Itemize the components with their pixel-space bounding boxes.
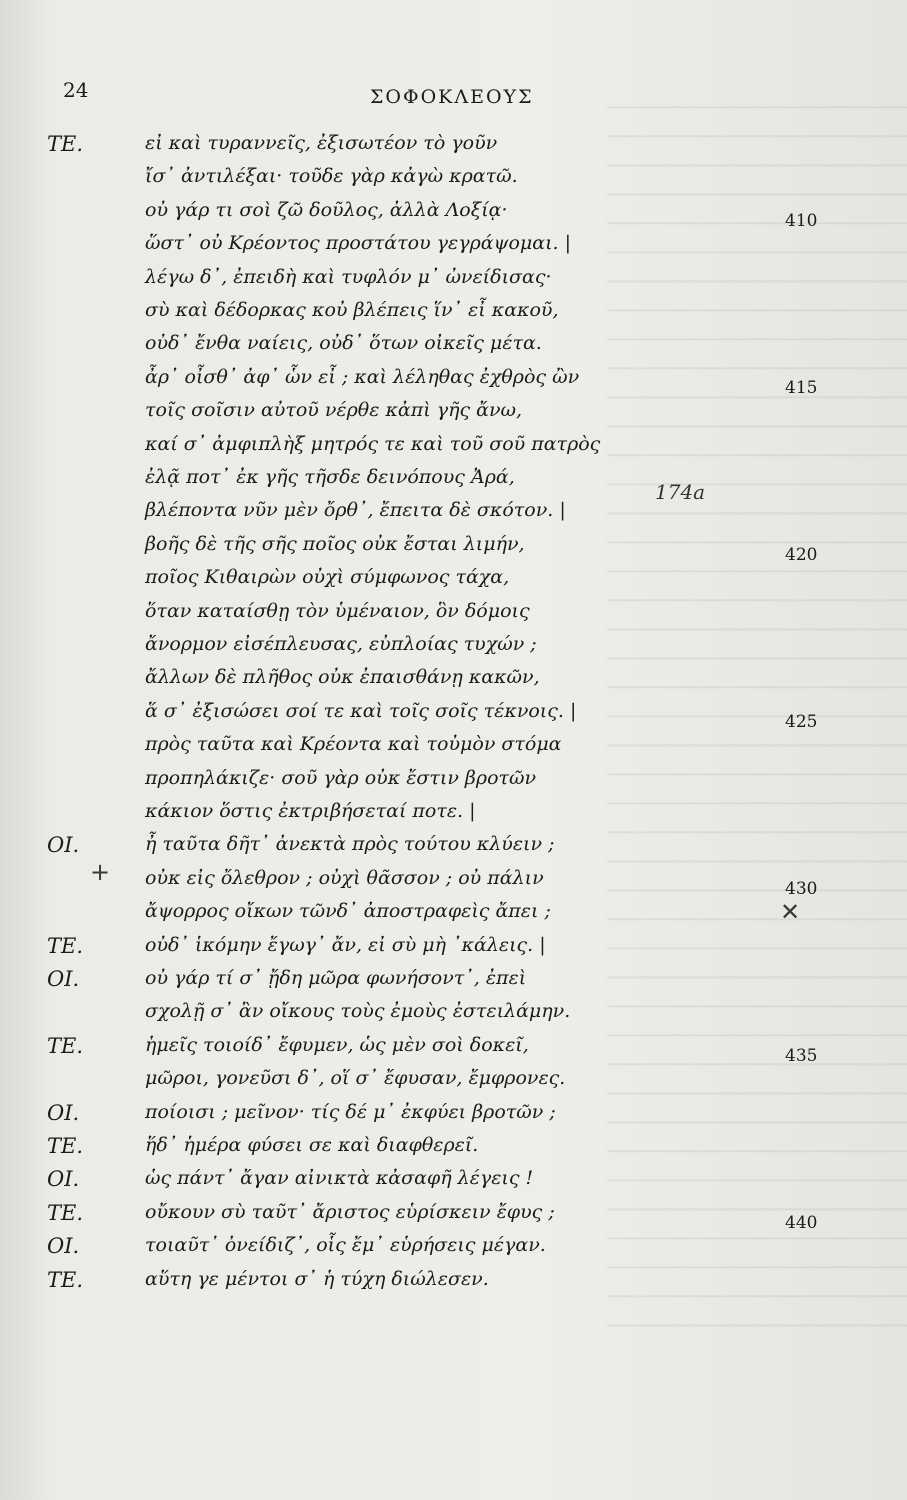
verse-line [0,1067,907,1100]
verse-line [0,1268,907,1301]
speaker-label: ΤΕ. [47,1201,84,1225]
speaker-label: ΟΙ. [47,1234,80,1258]
margin-cross-mark-right: ✕ [780,898,801,926]
verse-line [0,299,907,332]
verse-line [0,1201,907,1234]
verse-text: ἄνορμον εἰσέπλευσας, εὐπλοίας τυχών ; [145,633,537,655]
verse-text: καί σ᾽ ἀμφιπλὴξ μητρός τε καὶ τοῦ σοῦ πατρὸς [145,433,601,455]
speaker-label: ΤΕ. [47,1268,84,1292]
verse-text: μῶροι, γονεῦσι δ᾽, οἵ σ᾽ ἔφυσαν, ἔμφρονες. [145,1067,566,1089]
verse-line [0,132,907,165]
verse-line [0,433,907,466]
verse-text: οὐδ᾽ ἔνθα ναίεις, οὐδ᾽ ὅτων οἰκεῖς μέτα. [145,332,542,354]
handwritten-note: 174a [655,480,706,504]
verse-line [0,1000,907,1033]
verse-text: σχολῇ σ᾽ ἂν οἴκους τοὺς ἐμοὺς ἐστειλάμην. [145,1000,571,1022]
line-number: 420 [785,545,818,565]
verse-line [0,266,907,299]
verse-text: ποῖος Κιθαιρὼν οὐχὶ σύμφωνος τάχα, [145,566,510,588]
verse-line [0,1167,907,1200]
verse-line [0,767,907,800]
speaker-label: ΤΕ. [47,1034,84,1058]
verse-text: ὅταν καταίσθῃ τὸν ὑμέναιον, ὃν δόμοις [145,600,530,622]
verse-line [0,566,907,599]
verse-text: οὐ γάρ τι σοὶ ζῶ δοῦλος, ἀλλὰ Λοξίᾳ· [145,199,508,221]
verse-text: ἄλλων δὲ πλῆθος οὐκ ἐπαισθάνῃ κακῶν, [145,666,540,688]
verse-text: ὥστ᾽ οὐ Κρέοντος προστάτου γεγράψομαι. | [145,232,572,254]
verse-text: ἥδ᾽ ἡμέρα φύσει σε καὶ διαφθερεῖ. [145,1134,479,1156]
verse-line [0,366,907,399]
verse-line [0,199,907,232]
verse-line [0,1134,907,1167]
verse-line [0,800,907,833]
verse-line [0,232,907,265]
verse-text: ἦ ταῦτα δῆτ᾽ ἀνεκτὰ πρὸς τούτου κλύειν ; [145,833,555,855]
verse-line [0,1101,907,1134]
verse-text: λέγω δ᾽, ἐπειδὴ καὶ τυφλόν μ᾽ ὠνείδισας· [145,266,552,288]
verse-line [0,934,907,967]
verse-text: ὡς πάντ᾽ ἄγαν αἰνικτὰ κἀσαφῆ λέγεις ! [145,1167,534,1189]
speaker-label: ΤΕ. [47,1134,84,1158]
verse-text: οὐδ᾽ ἱκόμην ἔγωγ᾽ ἄν, εἰ σὺ μὴ ᾽κάλεις. | [145,934,546,956]
verse-text: οὐ γάρ τί σ᾽ ᾔδη μῶρα φωνήσοντ᾽, ἐπεὶ [145,967,527,989]
verse-text: κάκιον ὅστις ἐκτριβήσεταί ποτε. | [145,800,476,822]
line-number: 435 [785,1046,818,1066]
verse-text: οὐκ εἰς ὄλεθρον ; οὐχὶ θᾶσσον ; οὐ πάλιν [145,867,544,889]
verse-text: τοῖς σοῖσιν αὐτοῦ νέρθε κἀπὶ γῆς ἄνω, [145,399,523,421]
line-number: 430 [785,879,818,899]
verse-text: ἄψορρος οἴκων τῶνδ᾽ ἀποστραφεὶς ἄπει ; [145,900,551,922]
verse-text: βλέποντα νῦν μὲν ὄρθ᾽, ἔπειτα δὲ σκότον. | [145,499,566,521]
verse-line [0,967,907,1000]
running-title: ΣΟΦΟΚΛΕΟΥΣ [370,86,534,108]
speaker-label: ΤΕ. [47,132,84,156]
speaker-label: ΤΕ. [47,934,84,958]
page-number: 24 [63,78,89,102]
verse-line [0,1034,907,1067]
verse-line [0,900,907,933]
verse-line [0,600,907,633]
margin-cross-mark-left: + [90,858,111,886]
verse-text: προπηλάκιζε· σοῦ γὰρ οὐκ ἔστιν βροτῶν [145,767,537,789]
speaker-label: ΟΙ. [47,1167,80,1191]
verse-line [0,1234,907,1267]
verse-line [0,165,907,198]
verse-line [0,399,907,432]
speaker-label: ΟΙ. [47,967,80,991]
verse-line [0,466,907,499]
verse-line [0,666,907,699]
verse-text: εἰ καὶ τυραννεῖς, ἐξισωτέον τὸ γοῦν [145,132,498,154]
verse-text: ἅ σ᾽ ἐξισώσει σοί τε καὶ τοῖς σοῖς τέκνοις. | [145,700,577,722]
verse-line [0,833,907,866]
verse-line [0,733,907,766]
verse-text: πρὸς ταῦτα καὶ Κρέοντα καὶ τοὐμὸν στόμα [145,733,562,755]
verse-text: ἆρ᾽ οἶσθ᾽ ἀφ᾽ ὧν εἶ ; καὶ λέληθας ἐχθρὸς ὢν [145,366,580,388]
verse-line [0,332,907,365]
speaker-label: ΟΙ. [47,1101,80,1125]
verse-line [0,499,907,532]
verse-text: τοιαῦτ᾽ ὀνείδιζ᾽, οἷς ἔμ᾽ εὑρήσεις μέγαν. [145,1234,546,1256]
verse-text: ἡμεῖς τοιοίδ᾽ ἔφυμεν, ὡς μὲν σοὶ δοκεῖ, [145,1034,529,1056]
verse-text: οὔκουν σὺ ταῦτ᾽ ἄριστος εὑρίσκειν ἔφυς ; [145,1201,555,1223]
verse-line [0,867,907,900]
verse-text: σὺ καὶ δέδορκας κοὐ βλέπεις ἵν᾽ εἶ κακοῦ, [145,299,559,321]
verse-line [0,533,907,566]
line-number: 425 [785,712,818,732]
verse-text: αὕτη γε μέντοι σ᾽ ἡ τύχη διώλεσεν. [145,1268,489,1290]
verse-text: ἐλᾷ ποτ᾽ ἐκ γῆς τῆσδε δεινόπους Ἀρά, [145,466,515,488]
verse-line [0,633,907,666]
verse-text: ποίοισι ; μεῖνον· τίς δέ μ᾽ ἐκφύει βροτῶν ; [145,1101,556,1123]
verse-text: ἴσ᾽ ἀντιλέξαι· τοῦδε γὰρ κἀγὼ κρατῶ. [145,165,518,187]
line-number: 440 [785,1213,818,1233]
verse-line [0,700,907,733]
verse-text: βοῆς δὲ τῆς σῆς ποῖος οὐκ ἔσται λιμήν, [145,533,525,555]
line-number: 410 [785,211,818,231]
speaker-label: ΟΙ. [47,833,80,857]
line-number: 415 [785,378,818,398]
